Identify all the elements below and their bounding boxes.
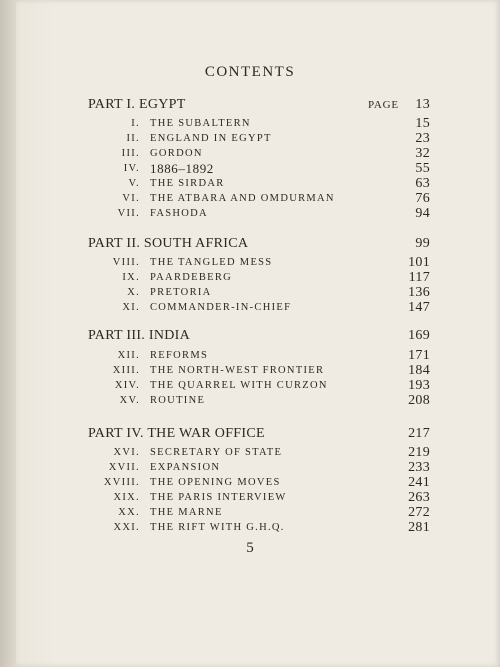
- page-folio-number: 5: [246, 540, 254, 556]
- chapter-page-number: 233: [408, 460, 430, 475]
- chapter-page-number: 281: [408, 520, 430, 535]
- chapter-title: EXPANSION: [150, 462, 221, 473]
- chapter-number: III.: [121, 148, 140, 159]
- chapter-page-number: 23: [415, 131, 430, 146]
- chapter-page-number: 241: [408, 475, 430, 490]
- chapter-page-number: 272: [408, 505, 430, 520]
- chapter-title: THE SUBALTERN: [150, 118, 251, 129]
- chapter-page-number: 193: [408, 378, 430, 393]
- chapter-title: THE MARNE: [150, 507, 223, 518]
- chapter-page-number: 263: [408, 490, 430, 505]
- chapter-entry: [0, 522, 500, 537]
- part-page-number: 169: [408, 328, 430, 343]
- chapter-title: PAARDEBERG: [150, 272, 233, 283]
- chapter-title: ENGLAND IN EGYPT: [150, 133, 272, 144]
- chapter-title: GORDON: [150, 148, 203, 159]
- chapter-number: XIV.: [114, 380, 140, 391]
- chapter-number: XVIII.: [103, 477, 140, 488]
- chapter-page-number: 94: [415, 206, 430, 221]
- chapter-title: SECRETARY OF STATE: [150, 447, 283, 458]
- chapter-title: THE SIRDAR: [150, 178, 225, 189]
- chapter-title: THE QUARREL WITH CURZON: [150, 380, 328, 391]
- chapter-title: THE NORTH-WEST FRONTIER: [150, 365, 325, 376]
- chapter-page-number: 76: [415, 191, 430, 206]
- part-title: PART I. EGYPT: [88, 97, 186, 112]
- chapter-number: XX.: [118, 507, 140, 518]
- chapter-number: XXI.: [113, 522, 140, 533]
- chapter-title: 1886–1892: [150, 161, 214, 176]
- chapter-number: XII.: [117, 350, 140, 361]
- chapter-page-number: 184: [408, 363, 430, 378]
- chapter-page-number: 136: [408, 285, 430, 300]
- part-page-number: 13: [415, 97, 430, 112]
- chapter-number: V.: [128, 178, 140, 189]
- chapter-number: VI.: [122, 193, 140, 204]
- chapter-number: XV.: [119, 395, 140, 406]
- chapter-title: THE TANGLED MESS: [150, 257, 273, 268]
- chapter-number: XI.: [122, 302, 140, 313]
- chapter-page-number: 15: [415, 116, 430, 131]
- part-heading: [88, 328, 430, 346]
- chapter-number: XIX.: [113, 492, 140, 503]
- chapter-page-number: 63: [415, 176, 430, 191]
- page-column-label: PAGE: [368, 99, 399, 111]
- chapter-title: PRETORIA: [150, 287, 212, 298]
- chapter-title: THE RIFT WITH G.H.Q.: [150, 522, 285, 533]
- chapter-number: VIII.: [112, 257, 140, 268]
- chapter-title: THE ATBARA AND OMDURMAN: [150, 193, 335, 204]
- part-title: PART IV. THE WAR OFFICE: [88, 426, 265, 441]
- chapter-number: XIII.: [112, 365, 140, 376]
- chapter-number: XVI.: [113, 447, 140, 458]
- chapter-title: THE OPENING MOVES: [150, 477, 281, 488]
- chapter-page-number: 147: [408, 300, 430, 315]
- chapter-title: FASHODA: [150, 208, 208, 219]
- part-heading: [88, 236, 430, 254]
- chapter-page-number: 171: [408, 348, 430, 363]
- chapter-entry: [0, 395, 500, 410]
- contents-heading: CONTENTS: [204, 64, 296, 80]
- chapter-page-number: 219: [408, 445, 430, 460]
- chapter-title: REFORMS: [150, 350, 209, 361]
- chapter-number: IX.: [122, 272, 140, 283]
- chapter-number: VII.: [117, 208, 140, 219]
- chapter-title: THE PARIS INTERVIEW: [150, 492, 287, 503]
- chapter-page-number: 32: [415, 146, 430, 161]
- book-gutter: [0, 0, 16, 667]
- chapter-page-number: 117: [408, 270, 430, 285]
- chapter-title: COMMANDER-IN-CHIEF: [150, 302, 292, 313]
- chapter-page-number: 55: [415, 161, 430, 176]
- chapter-entry: [0, 302, 500, 317]
- chapter-number: IV.: [123, 163, 140, 174]
- chapter-number: I.: [131, 118, 140, 129]
- chapter-page-number: 101: [408, 255, 430, 270]
- part-heading: [88, 426, 430, 444]
- part-title: PART III. INDIA: [88, 328, 191, 343]
- part-page-number: 217: [408, 426, 430, 441]
- chapter-number: X.: [127, 287, 140, 298]
- chapter-number: XVII.: [108, 462, 140, 473]
- chapter-number: II.: [126, 133, 140, 144]
- part-title: PART II. SOUTH AFRICA: [88, 236, 249, 251]
- chapter-entry: [0, 208, 500, 223]
- chapter-title: ROUTINE: [150, 395, 206, 406]
- part-heading: [88, 97, 430, 115]
- chapter-page-number: 208: [408, 393, 430, 408]
- part-page-number: 99: [415, 236, 430, 251]
